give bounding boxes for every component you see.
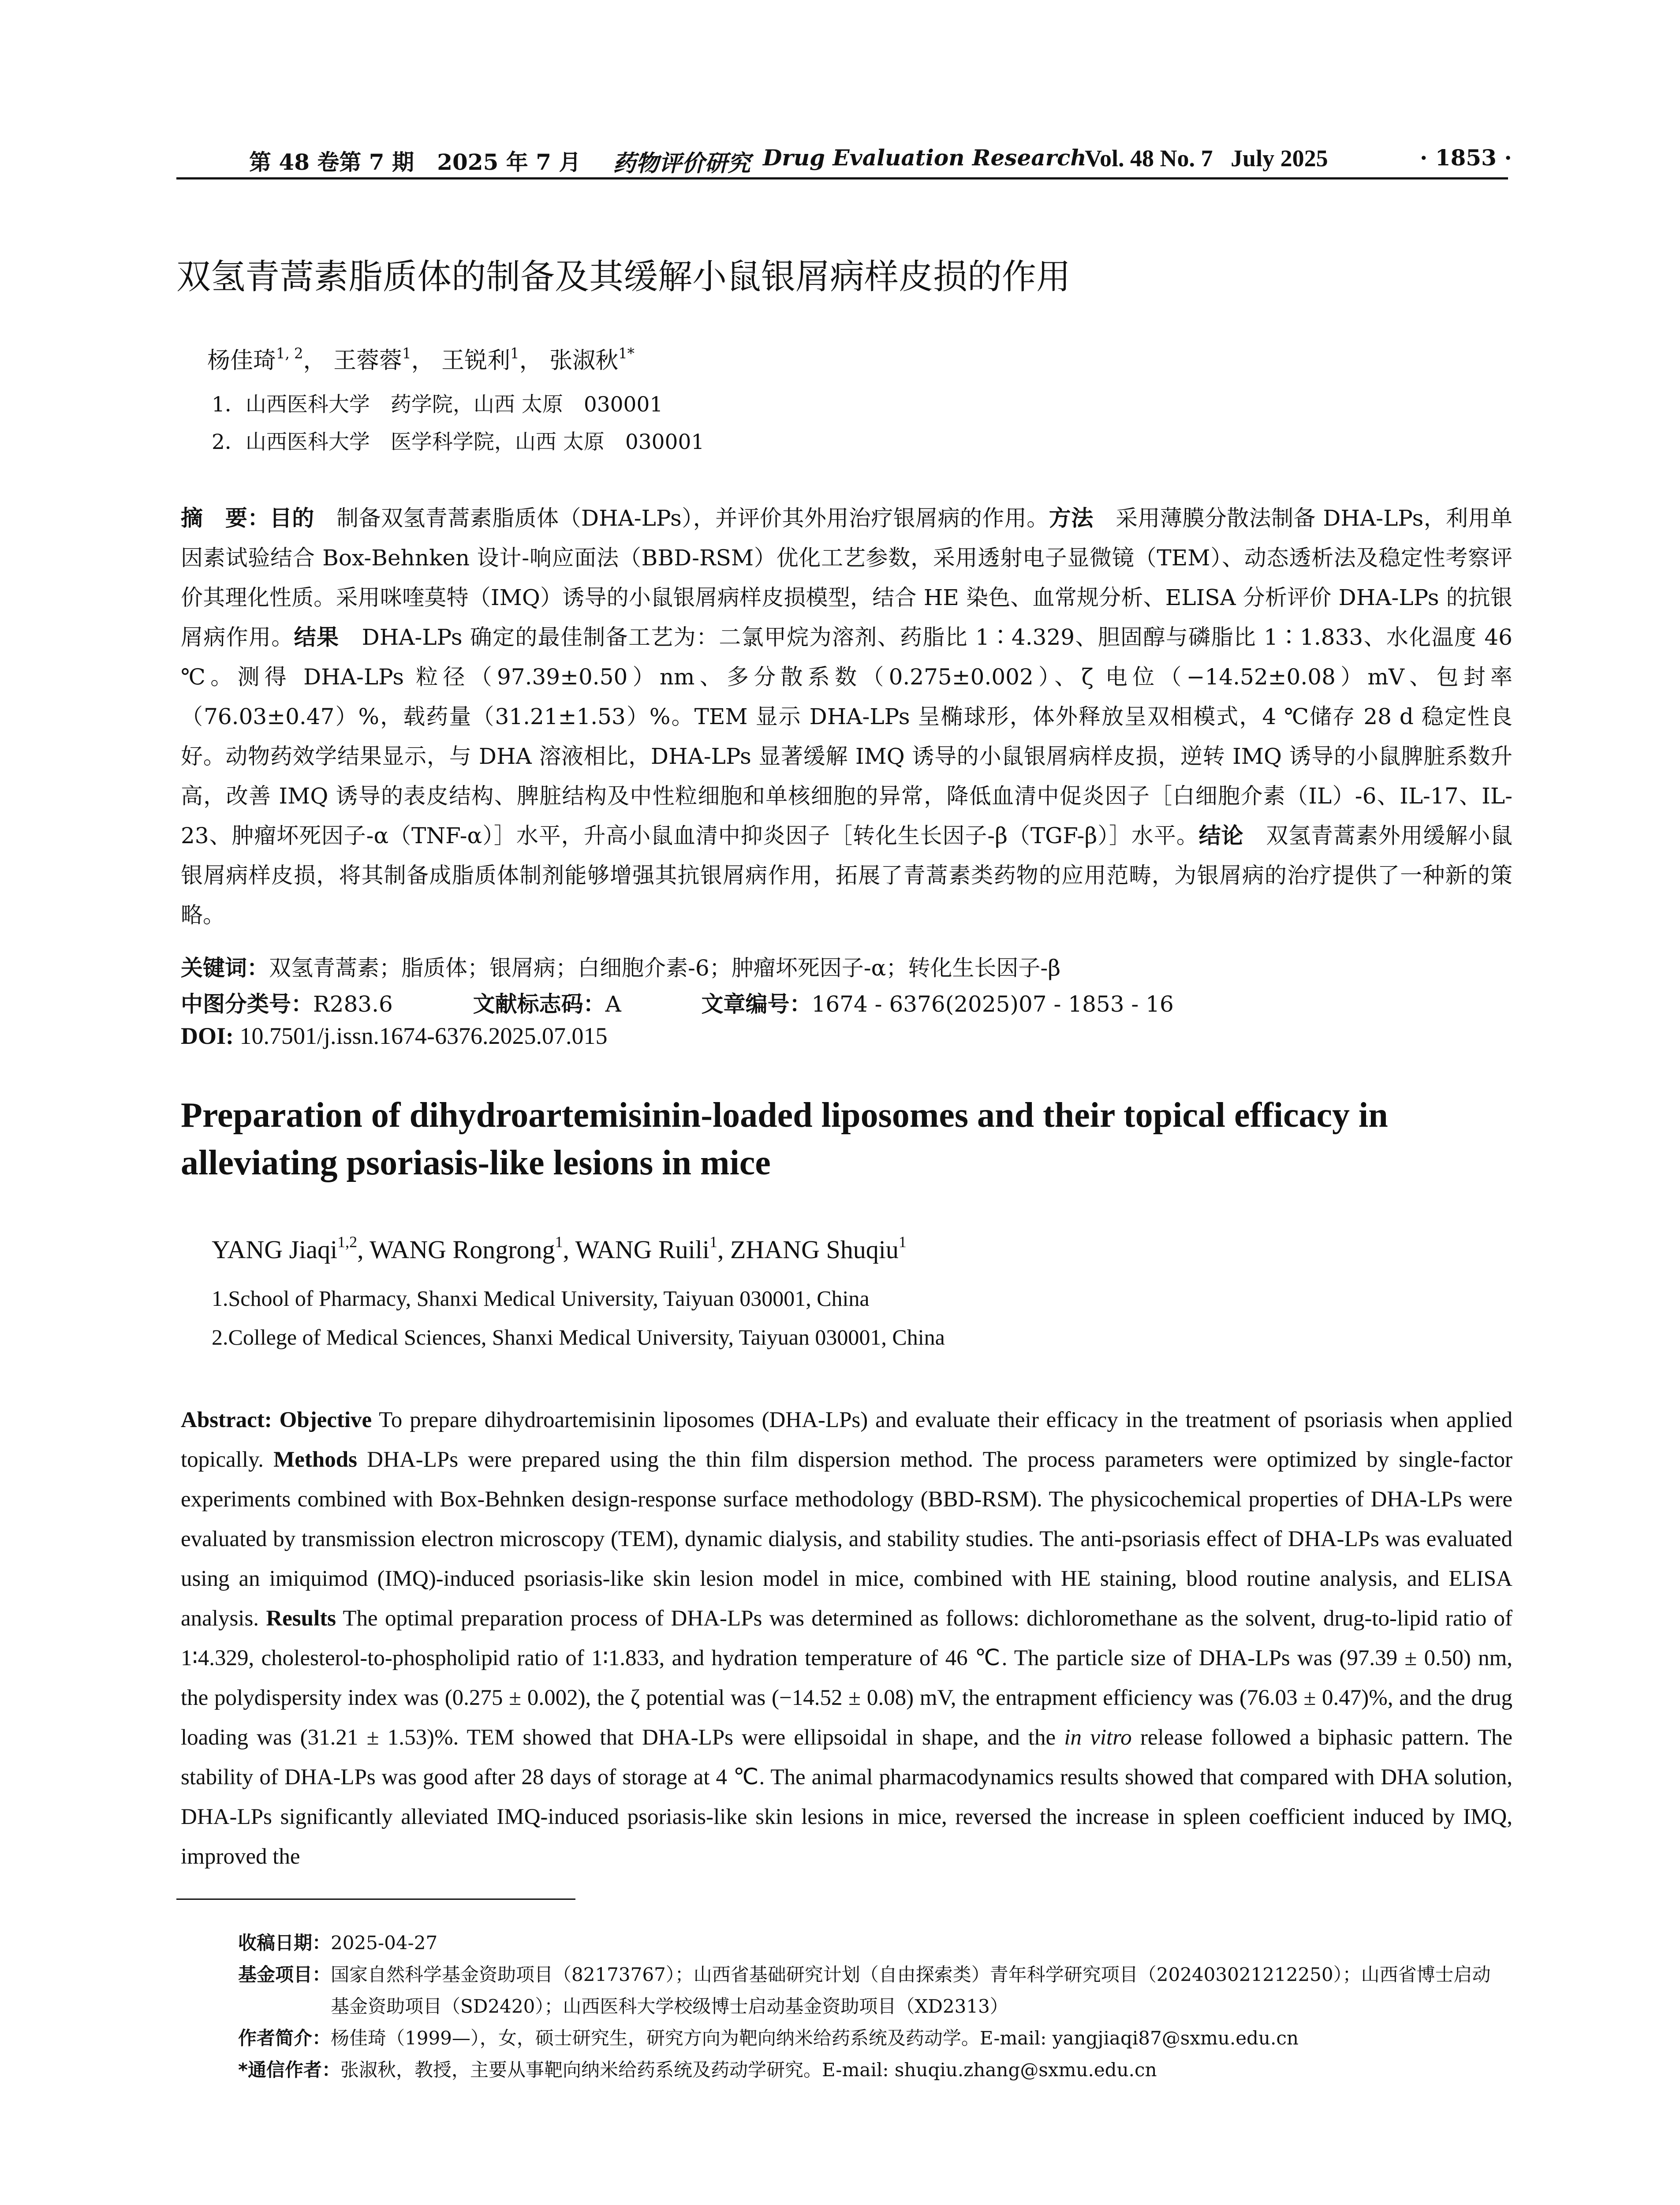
authors-en (212, 1235, 907, 1264)
footnote-label: 基金项目： (238, 1964, 331, 1985)
results-text: DHA-LPs 确定的最佳制备工艺为：二氯甲烷为溶剂、药脂比 1∶4.329、胆固醇与磷脂比 1∶1.833、水化温度 46 ℃。测得 DHA-LPs 粒径（97.39±0.50）nm、多分散系数（0.275±0.002）、ζ 电位（−14.52±0.08）mV、包封率（76.03±0.47）%，载药量（31.21±1.53）%。TEM 显示 DHA-LPs 呈椭球形，体外释放呈双相模式，4 ℃储存 28 d 稳定性良好。动物药效学结果显示，与 DHA 溶液相比，DHA-LPs 显著缓解 IMQ 诱导的小鼠银屑病样皮损，逆转 IMQ 诱导的小鼠脾脏系数升高，改善 IMQ 诱导的表皮结构、脾脏结构及中性粒细胞和单核细胞的异常，降低血清中促炎因子［白细胞介素（IL）-6、IL-17、IL-23、肿瘤坏死因子-α（TNF-α）］水平，升高小鼠血清中抑炎因子［转化生长因子-β（TGF-β）］水平。 (181, 624, 1512, 848)
results-text: The optimal preparation process of DHA-LPs was determined as follows: dichloromethane as the solvent, drug-to-lipid ratio of 1∶4.329, cholesterol-to-phospholipid ratio of 1∶1.833, and hydration temperature of 46 ℃. The particle size of DHA-LPs was (97.39 ± 0.50) nm, the polydispersity index was (0.275 ± 0.002), the ζ potential was (−14.52 ± 0.08) mV, the entrapment efficiency was (76.03 ± 0.47)%, and the drug loading was (31.21 ± 1.53)%. TEM showed that DHA-LPs were ellipsoidal in shape, and the (181, 1606, 1512, 1750)
classification-line (181, 987, 1174, 1018)
journal-name-en: Drug Evaluation Research (763, 145, 1086, 171)
footnote-text: 国家自然科学基金资助项目（82173767）；山西省基础研究计划（自由探索类）青年科学研究项目（202403021212250）；山西省博士启动基金资助项目（SD2420）；山西医科大学校级博士启动基金资助项目（XD2313） (331, 1964, 1491, 2017)
author-affiliation-mark: 1, 2 (276, 345, 303, 362)
footnote-corresponding-author (238, 2054, 1508, 2086)
article-no-label: 文章编号： (701, 991, 812, 1017)
objective-text: To prepare dihydroartemisinin liposomes (DHA-LPs) and evaluate their efficacy in the treatment of psoriasis when applied topically. (181, 1408, 1513, 1472)
author-separator: ， (411, 348, 434, 374)
affiliation-en-2: 2.College of Medical Sciences, Shanxi Medical University, Taiyuan 030001, China (212, 1325, 945, 1349)
author-affiliation-mark: 1 (555, 1233, 563, 1251)
footnote-text: 杨佳琦（1999—），女，硕士研究生，研究方向为靶向纳米给药系统及药动学。E-mail: yangjiaqi87@sxmu.edu.cn (331, 2027, 1299, 2049)
keywords-cn (181, 950, 1060, 982)
keywords-text: 双氢青蒿素；脂质体；银屑病；白细胞介素-6；肿瘤坏死因子-α；转化生长因子-β (269, 955, 1061, 981)
author-name: WANG Ruili (575, 1235, 709, 1264)
doc-code-value: A (605, 991, 621, 1017)
header-volume-issue: Vol. 48 No. 7 July 2025 (1085, 145, 1328, 172)
journal-logo: 药物评价研究 (613, 150, 751, 177)
abstract-en (181, 1400, 1512, 1876)
article-title-en: Preparation of dihydroartemisinin-loaded liposomes and their topical efficacy in alleviating psoriasis-like lesions in mice (181, 1096, 1388, 1182)
article-title-cn: 双氢青蒿素脂质体的制备及其缓解小鼠银屑病样皮损的作用 (176, 257, 1071, 297)
footnote-author-bio (238, 2022, 1508, 2054)
affiliation-cn-2: 2．山西医科大学 医学科学院，山西 太原 030001 (212, 430, 705, 454)
author-name: 王蓉蓉 (333, 348, 403, 374)
author-affiliation-mark: 1* (618, 345, 635, 362)
objective-label: 目的 (269, 505, 314, 531)
methods-label: Methods (263, 1447, 357, 1472)
abstract-label: Abstract: (181, 1408, 272, 1432)
methods-text: DHA-LPs were prepared using the thin film dispersion method. The process parameters were optimized by single-factor experiments combined with Box-Behnken design-response surface methodology (BBD-RSM). The physicochemical properties of DHA-LPs were evaluated by transmission electron microscopy (TEM), dynamic dialysis, and stability studies. The anti-psoriasis effect of DHA-LPs was evaluated using an imiquimod (IMQ)-induced psoriasis-like skin lesion model in mice, combined with HE staining, blood routine analysis, and ELISA analysis. (181, 1447, 1512, 1631)
footnote-label: 作者简介： (238, 2027, 331, 2049)
footnote-received-date (238, 1927, 1508, 1959)
footnote-funding (238, 1959, 1508, 2022)
doi-line (181, 1022, 608, 1050)
keywords-label: 关键词： (181, 955, 269, 981)
author-separator: , (357, 1235, 370, 1264)
footnote-label: *通信作者： (238, 2059, 340, 2081)
author-name: 杨佳琦 (207, 348, 276, 374)
author-affiliation-mark: 1 (898, 1233, 907, 1251)
author-affiliation-mark: 1,2 (337, 1233, 358, 1251)
article-no-value: 1674 - 6376(2025)07 - 1853 - 16 (811, 991, 1174, 1017)
author-separator: , (563, 1235, 575, 1264)
running-header (176, 142, 1512, 179)
author-affiliation-mark: 1 (510, 345, 519, 362)
header-issue-cn: 第 48 卷第 7 期 2025 年 7 月 (249, 149, 581, 175)
footnote-label: 收稿日期： (238, 1932, 331, 1954)
affiliation-cn-1: 1．山西医科大学 药学院，山西 太原 030001 (212, 392, 663, 417)
abstract-label: 摘 要： (181, 505, 270, 531)
results-text-continued: release followed a biphasic pattern. The stability of DHA-LPs was good after 28 days of storage at 4 ℃. The animal pharmacodynamics results showed that compared with DHA solution, DHA-LPs significantly alleviated IMQ-induced psoriasis-like skin lesions in mice, reversed the increase in spleen coefficient induced by IMQ, improved the (181, 1725, 1513, 1869)
footnotes (238, 1927, 1508, 2086)
conclusion-label: 结论 (1198, 823, 1244, 848)
author-affiliation-mark: 1 (709, 1233, 717, 1251)
author-affiliation-mark: 1 (402, 345, 411, 362)
results-label: Results (259, 1606, 336, 1631)
authors-cn (207, 342, 635, 375)
author-name: 王锐利 (441, 348, 511, 374)
methods-label: 方法 (1049, 505, 1094, 531)
abstract-cn (181, 498, 1512, 935)
footnote-text: 张淑秋，教授，主要从事靶向纳米给药系统及药动学研究。E-mail: shuqiu.zhang@sxmu.edu.cn (340, 2059, 1157, 2081)
doi-label: DOI: (181, 1023, 234, 1049)
objective-label: Objective (272, 1408, 372, 1432)
doc-code-label: 文献标志码： (473, 991, 605, 1017)
in-vitro-term: in vitro (1064, 1725, 1132, 1750)
author-name: 张淑秋 (549, 348, 619, 374)
page-number: · 1853 · (1420, 145, 1512, 171)
author-name: ZHANG Shuqiu (730, 1235, 899, 1264)
affiliation-en-1: 1.School of Pharmacy, Shanxi Medical University, Taiyuan 030001, China (212, 1286, 870, 1311)
author-separator: , (717, 1235, 730, 1264)
doi-value[interactable]: 10.7501/j.issn.1674-6376.2025.07.015 (234, 1023, 608, 1049)
footnote-text: 2025-04-27 (331, 1932, 438, 1954)
author-name: YANG Jiaqi (212, 1235, 338, 1264)
footnote-divider (176, 1899, 575, 1900)
author-separator: ， (519, 348, 542, 374)
conclusion-text: 双氢青蒿素外用缓解小鼠银屑病样皮损，将其制备成脂质体制剂能够增强其抗银屑病作用，拓展了青蒿素类药物的应用范畴，为银屑病的治疗提供了一种新的策略。 (181, 823, 1513, 928)
objective-text: 制备双氢青蒿素脂质体（DHA-LPs），并评价其外用治疗银屑病的作用。 (314, 505, 1049, 531)
clc-label: 中图分类号： (181, 991, 313, 1017)
author-name: WANG Rongrong (370, 1235, 555, 1264)
clc-value: R283.6 (313, 991, 393, 1017)
results-label: 结果 (294, 624, 340, 650)
methods-text: 采用薄膜分散法制备 DHA-LPs，利用单因素试验结合 Box-Behnken 设计-响应面法（BBD-RSM）优化工艺参数，采用透射电子显微镜（TEM）、动态透析法及稳定性考察评价其理化性质。采用咪喹莫特（IMQ）诱导的小鼠银屑病样皮损模型，结合 HE 染色、血常规分析、ELISA 分析评价 DHA-LPs 的抗银屑病作用。 (181, 505, 1513, 650)
author-separator: ， (303, 348, 326, 374)
